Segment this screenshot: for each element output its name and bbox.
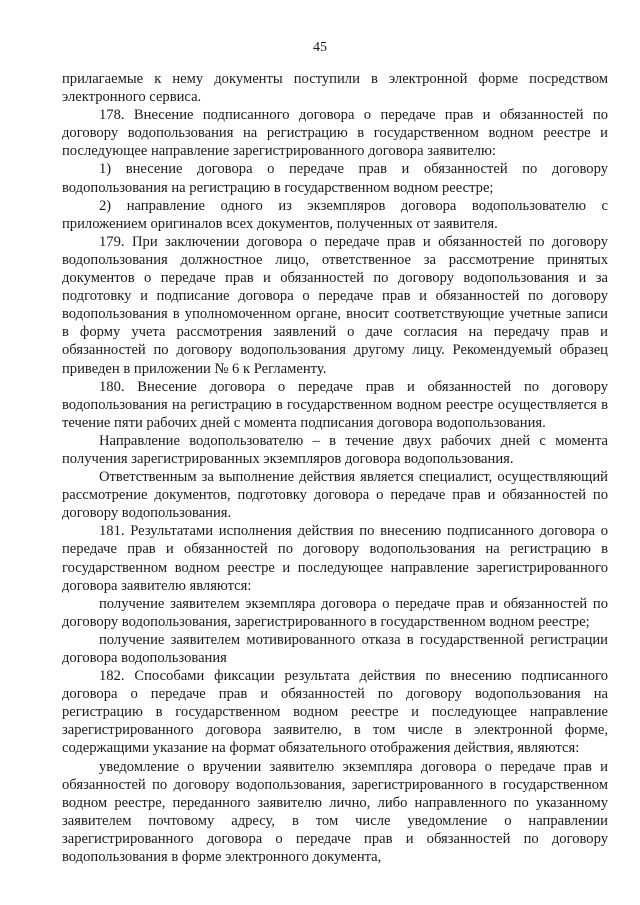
paragraph-181-result-1: получение заявителем экземпляра договора о передаче прав и обязанностей по договору водопользования, зарегистрированного в государственном водном реестре; (62, 595, 608, 630)
paragraph-180-responsible: Ответственным за выполнение действия является специалист, осуществляющий рассмотрение документов, подготовку договора о передаче прав и обязанностей по договору водопользования. (62, 469, 608, 522)
paragraph-178: 178. Внесение подписанного договора о передаче прав и обязанностей по договору водопользования на регистрацию в государственном водном реестре и последующее направление зарегистрированного договора заявителю: (62, 107, 608, 160)
paragraph-continuation: прилагаемые к нему документы поступили в электронной форме посредством электронного сервиса. (62, 71, 608, 106)
paragraph-180: 180. Внесение договора о передаче прав и обязанностей по договору водопользования на регистрацию в государственном водном реестре осуществляется в течение пяти рабочих дней с момента подписания договора водопользования. (62, 378, 608, 431)
document-body (62, 70, 608, 866)
paragraph-181: 181. Результатами исполнения действия по внесению подписанного договора о передаче прав и обязанностей по договору водопользования на регистрацию в государственном водном реестре и последующее направление зарегистрированного договора заявителю являются: (62, 523, 608, 594)
paragraph-182: 182. Способами фиксации результата действия по внесению подписанного договора о передаче прав и обязанностей по договору водопользования на регистрацию в государственном водном реестре и последующее направление зарегистрированного договора заявителю, в том числе в электронной форме, содержащими указание на формат обязательного отображения действия, являются: (62, 668, 608, 757)
paragraph-179: 179. При заключении договора о передаче прав и обязанностей по договору водопользования должностное лицо, ответственное за рассмотрение принятых документов о передаче прав и обязанностей по договору водопользования и за подготовку и подписание договора о передаче прав и обязанностей по договору водопользования в уполномоченном органе, вносит соответствующие учетные записи в форму учета рассмотрения заявлений о даче согласия на передачу прав и обязанностей по договору водопользования другому лицу. Рекомендуемый образец приведен в приложении № 6 к Регламенту. (62, 233, 608, 377)
paragraph-181-result-2: получение заявителем мотивированного отказа в государственной регистрации договора водопользования (62, 631, 608, 666)
paragraph-180-direction: Направление водопользователю – в течение двух рабочих дней с момента получения зарегистрированных экземпляров договора водопользования. (62, 432, 608, 467)
paragraph-182-notification: уведомление о вручении заявителю экземпляра договора о передаче прав и обязанностей по договору водопользования, зарегистрированного в государственном водном реестре, переданного заявителю лично, либо направленного по указанному заявителем почтовому адресу, в том числе уведомление о направлении зарегистрированного договора о передаче прав и обязанностей по договору водопользования в форме электронного документа, (62, 758, 608, 866)
page-number: 45 (313, 40, 327, 55)
paragraph-178-item-1: 1) внесение договора о передаче прав и обязанностей по договору водопользования на регистрацию в государственном водном реестре; (62, 161, 608, 196)
paragraph-178-item-2: 2) направление одного из экземпляров договора водопользователю с приложением оригиналов всех документов, полученных от заявителя. (62, 197, 608, 232)
